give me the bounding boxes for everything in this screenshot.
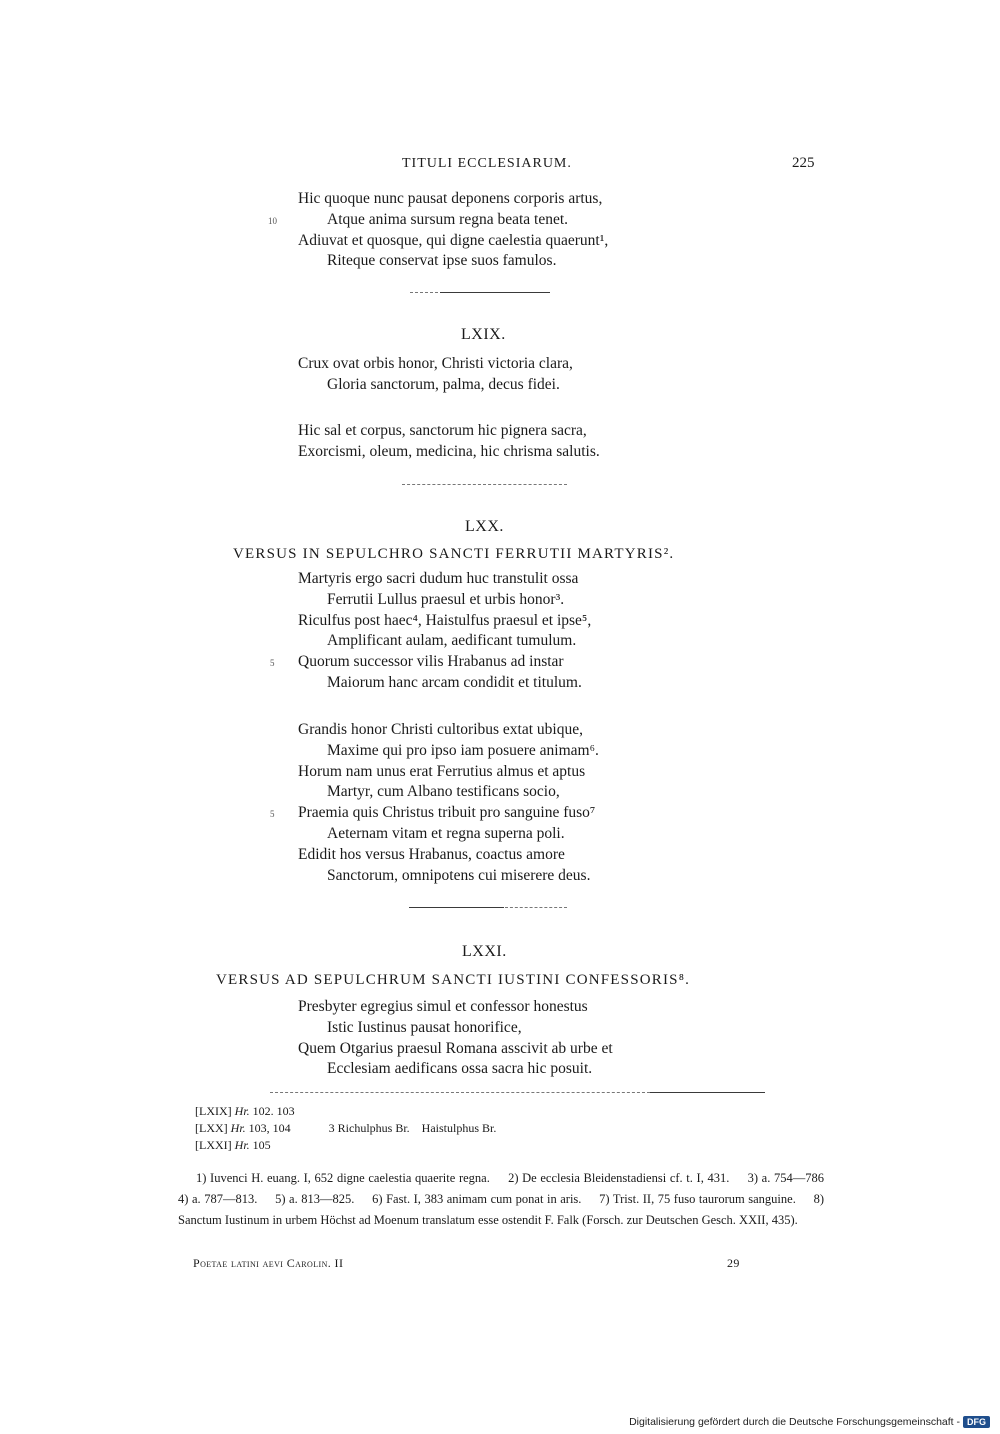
apparatus-rule [650,1092,765,1093]
section-heading-lxx: LXX. [465,518,504,535]
verse-line: Hic quoque nunc pausat deponens corporis artus, [298,190,603,207]
verse-line: Gloria sanctorum, palma, decus fidei. [327,375,560,393]
verse-line: Edidit hos versus Hrabanus, coactus amore [298,845,565,863]
verse-line: Exorcismi, oleum, medicina, hic chrisma salutis. [298,442,600,460]
verse-line: Maxime qui pro ipso iam posuere animam⁶. [327,741,599,759]
verse-line: 10 Atque anima sursum regna beata tenet. [298,210,608,231]
poem-lxix-stanza-1 [298,354,573,396]
dfg-logo: DFG [963,1416,990,1428]
poem-prev [268,189,609,272]
verse-line: Maiorum hanc arcam condidit et titulum. [327,673,582,691]
apparatus-entry: [LXIX] Hr. 102. 103 [195,1104,295,1118]
critical-apparatus [195,1103,755,1154]
running-title: TITULI ECCLESIARUM. [402,156,572,171]
separator-rule [409,907,504,908]
section-heading-lxix: LXIX. [461,326,506,343]
verse-line: Ferrutii Lullus praesul et urbis honor³. [327,590,565,608]
digitization-text: Digitalisierung gefördert durch die Deutsche Forschungsgemeinschaft - [629,1416,960,1428]
poem-lxxi-stanza-1 [298,997,613,1080]
footnotes [178,1168,840,1231]
poem-lxx-stanza-2 [270,720,599,886]
page-number: 225 [792,155,815,171]
verse-line: Sanctorum, omnipotens cui miserere deus. [327,866,591,884]
apparatus-rule [270,1092,650,1094]
verse-line: Martyris ergo sacri dudum huc transtulit ossa [298,570,579,587]
verse-line: Quem Otgarius praesul Romana asscivit ab urbe et [298,1039,613,1057]
series-footer: Poetae latini aevi Carolin. II [193,1256,344,1270]
footnotes-text: 1) Iuvenci H. euang. I, 652 digne caelestia quaerite regna. 2) De ecclesia Bleidenstadiensi cf. t. I, 431. 3) a. 754—786 4) a. 787—813. 5) a. 813—825. 6) Fast. I, 383 animam cum ponat in aris. 7) Trist. II, 75 fuso taurorum sanguine. 8) Sanctum Iustinum in urbem Höchst ad Moenum translatum esse ostendit F. Falk (Forsch. zur Deutschen Gesch. XXII, 435). [178,1171,840,1227]
signature-mark: 29 [727,1256,740,1270]
verse-line: Crux ovat orbis honor, Christi victoria clara, [298,355,573,372]
separator-rule [505,907,567,909]
verse-line: Adiuvat et quosque, qui digne caelestia quaerunt¹, [298,231,609,249]
verse-line: Martyr, cum Albano testificans socio, [327,783,560,801]
apparatus-entry: [LXX] Hr. 103, 104 3 Richulphus Br. Haistulphus Br. [195,1121,497,1135]
section-subtitle-lxx: VERSUS IN SEPULCHRO SANCTI FERRUTII MARTYRIS². [233,546,675,562]
line-number: 5 [270,658,275,669]
line-number: 5 [270,809,275,820]
verse-line: 5 Praemia quis Christus tribuit pro sanguine fuso⁷ [298,803,599,824]
separator-rule [440,292,550,293]
verse-line: Horum nam unus erat Ferrutius almus et aptus [298,762,586,780]
separator-rule [402,484,567,486]
verse-line: Istic Iustinus pausat honorifice, [327,1018,522,1036]
section-heading-lxxi: LXXI. [462,943,507,960]
verse-line: Aeternam vitam et regna superna poli. [327,824,565,842]
verse-line: Riteque conservat ipse suos famulos. [327,252,557,270]
verse-line: 5 Quorum successor vilis Hrabanus ad instar [298,652,591,673]
verse-line: Hic sal et corpus, sanctorum hic pignera sacra, [298,422,587,439]
line-number: 10 [268,215,277,226]
poem-lxix-stanza-2 [298,421,600,463]
digitization-notice [629,1416,990,1428]
verse-line: Riculfus post haec⁴, Haistulfus praesul et ipse⁵, [298,611,592,629]
verse-line: Ecclesiam aedificans ossa sacra hic posuit. [327,1060,593,1078]
verse-line: Amplificant aulam, aedificant tumulum. [327,632,577,650]
separator-rule [410,292,438,294]
verse-line: Presbyter egregius simul et confessor honestus [298,998,588,1015]
section-subtitle-lxxi: VERSUS AD SEPULCHRUM SANCTI IUSTINI CONFESSORIS⁸. [216,972,691,988]
poem-lxx-stanza-1 [270,569,592,694]
apparatus-entry: [LXXI] Hr. 105 [195,1138,271,1152]
verse-line: Grandis honor Christi cultoribus extat ubique, [298,721,583,738]
